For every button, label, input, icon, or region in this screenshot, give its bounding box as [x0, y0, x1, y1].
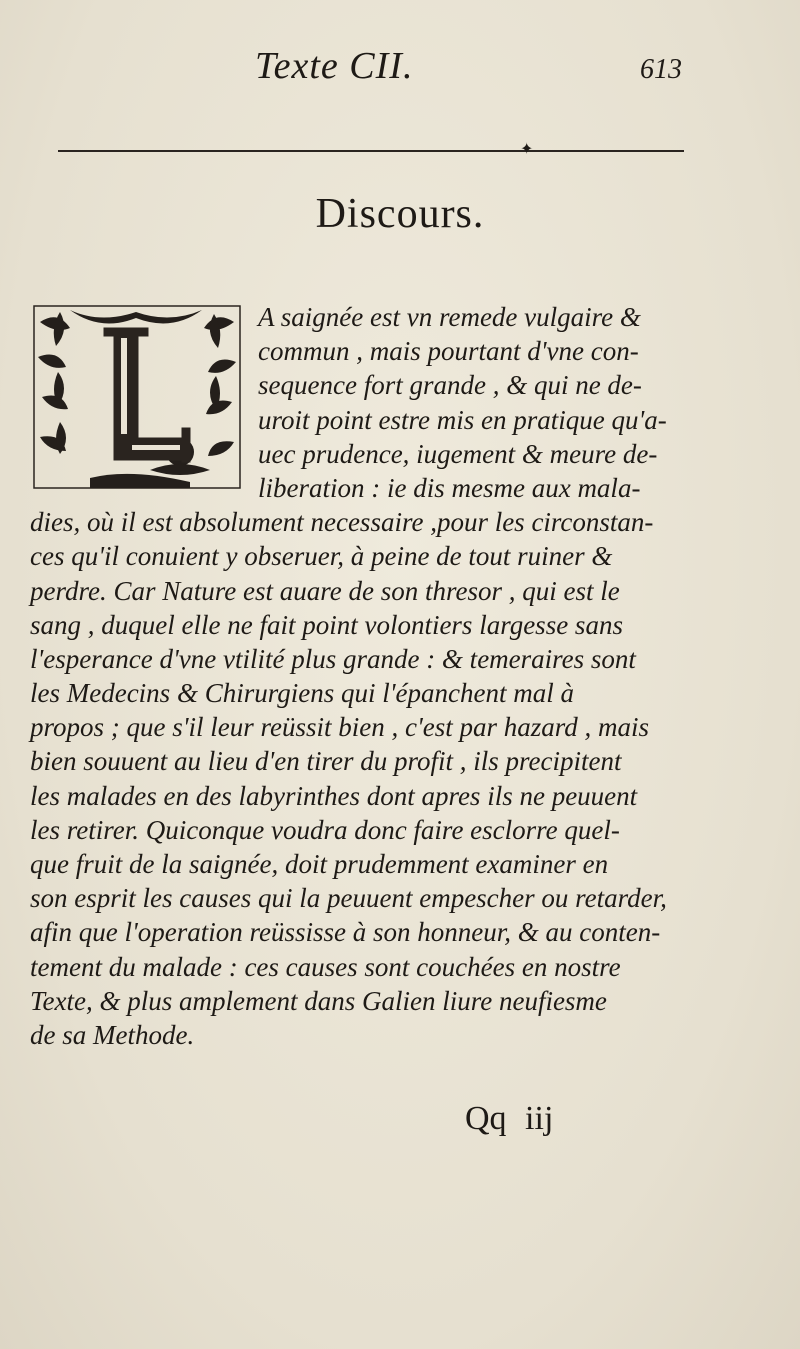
text-line: tement du malade : ces causes sont couchées en nostre	[30, 951, 621, 982]
text-line: A saignée est vn remede vulgaire &	[258, 302, 641, 332]
text-line: les malades en des labyrinthes dont apres ils ne peuuent	[30, 780, 638, 811]
text-line: uec prudence, iugement & meure de-	[258, 438, 658, 469]
text-line: de sa Methode.	[30, 1019, 195, 1050]
text-line: Texte, & plus amplement dans Galien liure neufiesme	[30, 985, 607, 1016]
head-rule	[58, 150, 684, 152]
page-number: 613	[640, 54, 682, 85]
running-head	[0, 40, 800, 100]
text-line: son esprit les causes qui la peuuent empescher ou retarder,	[30, 883, 667, 914]
text-line: liberation : ie dis mesme aux mala-	[258, 472, 641, 503]
text-line: uroit point estre mis en pratique qu'a-	[258, 404, 667, 435]
running-title: Texte CII.	[255, 45, 414, 87]
text-line: afin que l'operation reüssisse à son honneur, & au conten-	[30, 917, 661, 948]
text-line: sequence fort grande , & qui ne de-	[258, 370, 642, 401]
signature-mark: Qq iij	[465, 1100, 554, 1137]
section-title: Discours.	[315, 191, 485, 237]
text-line: que fruit de la saignée, doit prudemment examiner en	[30, 849, 609, 879]
text-line: les Medecins & Chirurgiens qui l'épanchent mal à	[30, 678, 574, 709]
text-line: propos ; que s'il leur reüssit bien , c'est par hazard , mais	[30, 712, 650, 743]
text-line: perdre. Car Nature est auare de son thresor , qui est le	[30, 575, 620, 606]
text-line: bien souuent au lieu d'en tirer du profit , ils precipitent	[30, 746, 622, 777]
text-line: sang , duquel elle ne fait point volontiers largesse sans	[30, 609, 623, 640]
text-line: dies, où il est absolument necessaire ,pour les circonstan-	[30, 507, 654, 538]
text-line: commun , mais pourtant d'vne con-	[258, 336, 639, 367]
text-line: l'esperance d'vne vtilité plus grande : & temeraires sont	[30, 643, 636, 674]
text-line: ces qu'il conuient y obseruer, à peine de tout ruiner &	[30, 541, 613, 572]
text-line: les retirer. Quiconque voudra donc faire esclorre quel-	[30, 814, 620, 845]
body-text	[30, 300, 710, 1052]
rule-ornament-icon: ✦	[520, 139, 534, 158]
